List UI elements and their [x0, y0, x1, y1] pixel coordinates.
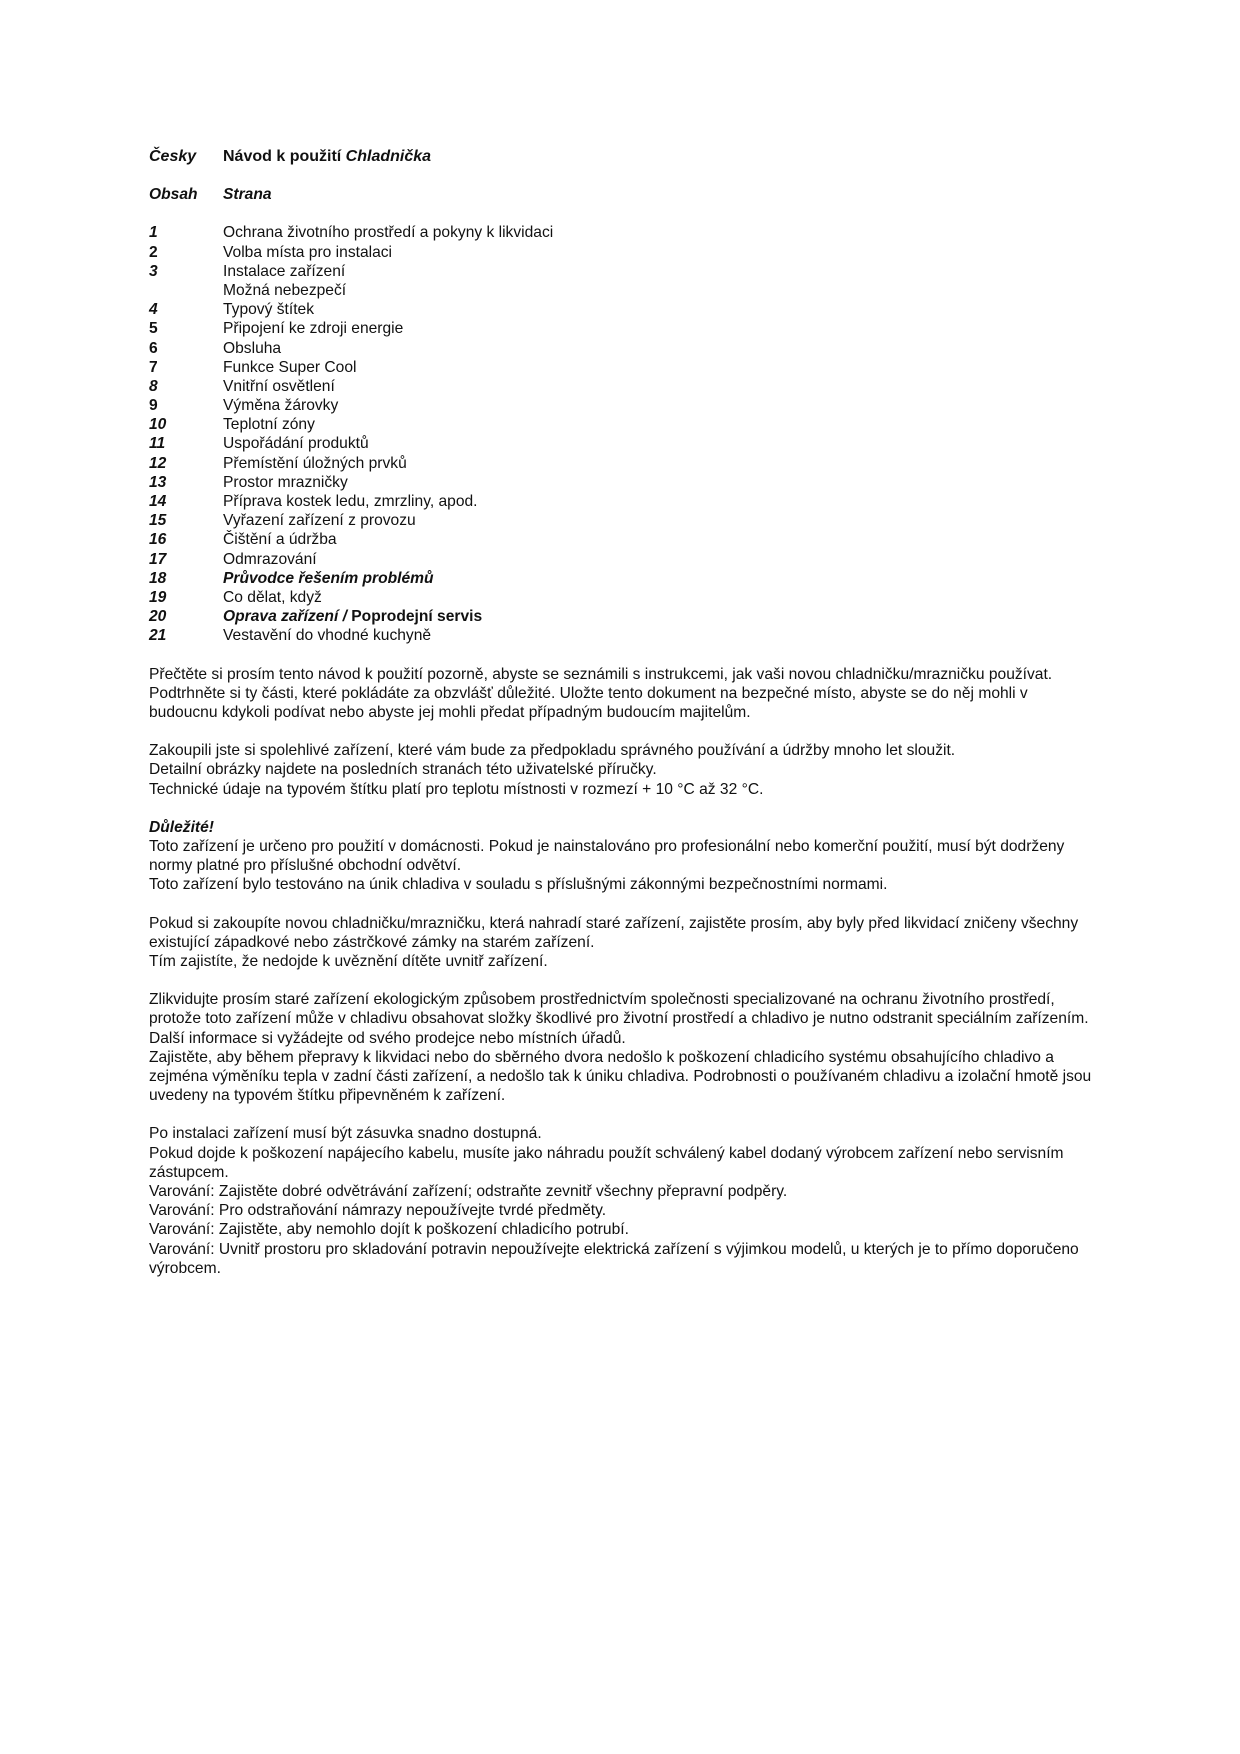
toc-label: Ochrana životního prostředí a pokyny k likvidaci: [223, 224, 554, 242]
toc-number: 19: [149, 588, 167, 606]
toc-row: [149, 281, 1099, 300]
toc-number: 8: [149, 377, 158, 395]
table-of-contents: [149, 223, 1099, 645]
toc-number: 17: [149, 550, 167, 568]
toc-number: 21: [149, 627, 167, 645]
toc-label: Teplotní zóny: [223, 416, 315, 434]
toc-row: [149, 243, 1099, 262]
toc-number: 12: [149, 454, 167, 472]
toc-number: 14: [149, 493, 167, 511]
toc-row: [149, 319, 1099, 338]
toc-label: Možná nebezpečí: [223, 281, 347, 299]
old-appliance-paragraph: Pokud si zakoupíte novou chladničku/mrazničku, která nahradí staré zařízení, zajistěte prosím, aby byly před likvidací zničeny všechny existující západkové nebo zástrčkové zámky na starém zařízení.: [149, 914, 1079, 951]
manual-page: [149, 147, 1099, 1278]
toc-row: [149, 262, 1099, 281]
toc-label: Co dělat, když: [223, 588, 322, 606]
toc-number: 4: [149, 301, 158, 319]
reliability-paragraph: Zakoupili jste si spolehlivé zařízení, které vám bude za předpokladu správného používání a údržby mnoho let sloužit.: [149, 742, 956, 760]
page-column-label: Strana: [223, 186, 272, 204]
toc-row: [149, 339, 1099, 358]
disposal-paragraph: Zajistěte, aby během přepravy k likvidaci nebo do sběrného dvora nedošlo k poškození chladicího systému obsahujícího chladivo a zejména výměníku tepla v zadní části zařízení, a nedošlo tak k úniku chladiva. Podrobnosti o používaném chladivu a izolační hmotě jsou uvedeny na typovém štítku připevněném k zařízení.: [149, 1048, 1092, 1105]
reliability-paragraph: Technické údaje na typovém štítku platí pro teplotu místnosti v rozmezí + 10 °C až 32 °C.: [149, 780, 764, 798]
document-title: [223, 147, 1099, 166]
toc-number: 13: [149, 473, 167, 491]
safety-section: [149, 1124, 1099, 1278]
toc-label: Průvodce řešením problémů: [223, 569, 434, 587]
toc-label: Připojení ke zdroji energie: [223, 320, 404, 338]
toc-label: Instalace zařízení: [223, 262, 346, 280]
toc-row: [149, 492, 1099, 511]
warning-paragraph: Varování: Zajistěte dobré odvětrávání zařízení; odstraňte zevnitř všechny přepravní podpěry.: [149, 1183, 788, 1200]
toc-label: Typový štítek: [223, 301, 314, 319]
safety-paragraph: Pokud dojde k poškození napájecího kabelu, musíte jako náhradu použít schválený kabel dodaný výrobcem zařízení nebo servisním zástupcem.: [149, 1144, 1064, 1181]
toc-number: 6: [149, 339, 158, 357]
toc-label: Odmrazování: [223, 550, 317, 568]
language-label: Česky: [149, 148, 197, 165]
toc-label: Vyřazení zařízení z provozu: [223, 512, 416, 530]
important-paragraph: Toto zařízení je určeno pro použití v domácnosti. Pokud je nainstalováno pro profesionální nebo komerční použití, musí být dodrženy normy platné pro příslušné obchodní odvětví.: [149, 837, 1065, 875]
toc-label-italic-part: Oprava zařízení: [223, 608, 339, 626]
toc-label: Uspořádání produktů: [223, 435, 369, 453]
intro-paragraph: Přečtěte si prosím tento návod k použití pozorně, abyste se seznámili s instrukcemi, jak vaši novou chladničku/mrazničku používat.: [149, 665, 1053, 683]
warning-paragraph: Varování: Pro odstraňování námrazy nepoužívejte tvrdé předměty.: [149, 1202, 607, 1220]
title-prefix: Návod k použití: [223, 148, 346, 165]
safety-paragraph: Po instalaci zařízení musí být zásuvka snadno dostupná.: [149, 1125, 542, 1143]
toc-label: Prostor mrazničky: [223, 473, 348, 491]
toc-row: [149, 300, 1099, 319]
title-product: Chladnička: [345, 148, 432, 165]
toc-label-bold-part: Poprodejní servis: [351, 608, 483, 626]
intro-paragraph: Podtrhněte si ty části, které pokládáte za obzvlášť důležité. Uložte tento dokument na bezpečné místo, abyste se do něj mohli v budoucnu kdykoli podívat nebo abyste jej mohli předat případným budoucím majitelům.: [149, 684, 1028, 721]
toc-row: [149, 473, 1099, 492]
toc-number: 18: [149, 569, 167, 587]
reliability-paragraph: Detailní obrázky najdete na posledních stranách této uživatelské příručky.: [149, 761, 657, 779]
toc-number: 11: [149, 435, 166, 453]
toc-row: [149, 588, 1099, 607]
toc-label: Vestavění do vhodné kuchyně: [223, 627, 432, 645]
toc-label: Funkce Super Cool: [223, 358, 357, 376]
toc-number: 20: [149, 608, 167, 626]
disposal-paragraph: Zlikvidujte prosím staré zařízení ekologickým způsobem prostřednictvím společnosti specializované na ochranu životního prostředí, protože toto zařízení může v chladivu obsahovat složky škodlivé pro životní prostředí a chladivo je nutno odstranit speciálním zařízením. Další informace si vyžádejte od svého prodejce nebo místních úřadů.: [149, 991, 1089, 1047]
toc-row: [149, 223, 1099, 242]
important-heading: Důležité!: [149, 818, 214, 836]
toc-label: Čištění a údržba: [223, 531, 337, 549]
toc-label: Vnitřní osvětlení: [223, 377, 335, 395]
toc-number: 10: [149, 416, 167, 434]
toc-label: Přemístění úložných prvků: [223, 454, 407, 472]
disposal-section: [149, 990, 1099, 1105]
toc-row: [149, 396, 1099, 415]
toc-row: [149, 511, 1099, 530]
toc-label: Výměna žárovky: [223, 397, 339, 415]
reliability-section: [149, 741, 1099, 799]
contents-header: [149, 185, 1099, 204]
toc-label: [223, 607, 1099, 626]
old-appliance-section: [149, 914, 1099, 972]
contents-label: Obsah: [149, 186, 198, 204]
toc-number: 9: [149, 397, 158, 415]
toc-row: [149, 377, 1099, 396]
toc-number: 2: [149, 243, 158, 261]
toc-number: 5: [149, 320, 158, 338]
toc-row: [149, 626, 1099, 645]
toc-number: 16: [149, 531, 167, 549]
toc-row: [149, 530, 1099, 549]
toc-number: 15: [149, 512, 167, 530]
warning-paragraph: Varování: Uvnitř prostoru pro skladování potravin nepoužívejte elektrická zařízení s výjimkou modelů, u kterých je to přímo doporučeno výrobcem.: [149, 1240, 1079, 1277]
toc-row: [149, 550, 1099, 569]
toc-number: 3: [149, 262, 158, 280]
toc-label: Příprava kostek ledu, zmrzliny, apod.: [223, 493, 478, 511]
toc-number: 7: [149, 358, 158, 376]
warning-paragraph: Varování: Zajistěte, aby nemohlo dojít k poškození chladicího potrubí.: [149, 1221, 629, 1239]
document-header: [149, 147, 1099, 166]
toc-row: [149, 358, 1099, 377]
intro-section: [149, 665, 1099, 723]
old-appliance-paragraph: Tím zajistíte, že nedojde k uvěznění dítěte uvnitř zařízení.: [149, 952, 548, 970]
toc-row: [149, 569, 1099, 588]
toc-row: [149, 607, 1099, 626]
important-paragraph: Toto zařízení bylo testováno na únik chladiva v souladu s příslušnými zákonnými bezpečnostními normami.: [149, 876, 888, 894]
toc-number: 1: [149, 224, 158, 242]
toc-label: Obsluha: [223, 339, 282, 357]
toc-row: [149, 434, 1099, 453]
toc-row: [149, 454, 1099, 473]
toc-label: Volba místa pro instalaci: [223, 243, 393, 261]
toc-row: [149, 415, 1099, 434]
important-section: [149, 818, 1099, 895]
toc-label-separator: /: [338, 608, 352, 626]
